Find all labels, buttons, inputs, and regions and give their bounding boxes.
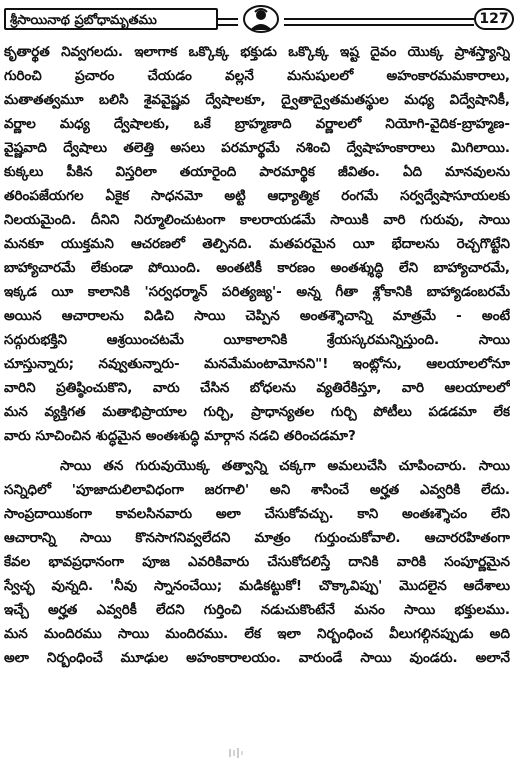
- text-line: కేవల భావప్రధానంగా పూజ ఎవరికివారు చేసుకోదలిస్తే దానికి వారికి సంపూర్ణమైన: [4, 554, 510, 570]
- paragraph-1: [4, 40, 510, 448]
- text-line: మతాతత్వమూ బలిసి శైవవైష్ణవ ద్వేషాలకూ, ద్వైతాద్వైతమతస్థుల మధ్య విద్వేషానికీ,: [4, 92, 510, 108]
- text-line: మన మందిరము సాయి మందిరము. లేక ఇలా నిర్బంధించ వీలుగల్గినప్పుడు అది: [4, 626, 510, 642]
- text-line: ఆచారాన్ని సాయి కొనసాగనివ్వలేదని మాత్రం గుర్తుంచుకోవాలి. ఆచారరహితంగా: [4, 530, 510, 546]
- text-line: వైష్ణవాది ద్వేషాలు తలెత్తి అసలు పరమార్థమే నశించి ద్వేషాహంకారాలు మిగిలాయి.: [4, 140, 510, 156]
- text-line: సద్గురుభక్తిని ఆశ్రయించటమే యీకాలానికి శ్రేయస్కరమన్నిస్తుంది. సాయి: [4, 332, 510, 348]
- page-number: 127: [474, 8, 514, 30]
- text-line: స్వేచ్ఛ వున్నది. 'నీవు స్నానంచేయి; మడికట్టుకో! చొక్కావిప్పు' మొదలైన ఆదేశాలు: [4, 578, 510, 594]
- text-line: సాంప్రదాయికంగా కావలసినవారు అలా చేసుకోవచ్చు. కాని అంతఃశ్శౌచం లేని: [4, 506, 510, 522]
- header-rule-left: [218, 18, 238, 26]
- text-line: సన్నిధిలో 'పూజాదులిలావిధంగా జరగాలి' అని శాసించే అర్హత ఎవ్వరికి లేదు.: [4, 482, 510, 498]
- text-line: వారిని ప్రతిష్ఠించుకొని, వారు చేసిన బోధలను వ్యతిరేకిస్తూ, వారి ఆలయాలలో: [4, 380, 510, 396]
- text-line: ఇక్కడ యీ కాలానికి 'సర్వధర్మాన్ పరిత్యజ్య'- అన్న గీతా శ్లోకానికి బాహ్యాడంబరమే: [4, 284, 510, 300]
- text-line: సాయి తన గురువుయొక్క తత్వాన్ని చక్కగా అమలుచేసి చూపించారు. సాయి: [60, 458, 510, 474]
- sai-baba-portrait-icon: [242, 4, 280, 34]
- text-line: వారు సూచించిన శుద్ధమైన అంతఃశుద్ధి మార్గాన నడచి తరించడమా?: [4, 428, 356, 444]
- header-rule-right: [284, 18, 474, 26]
- text-line: వర్ణాల మధ్య ద్వేషాలకు, ఒకే బ్రాహ్మణాది వర్ణాలలో నియోగి-వైదిక-బ్రాహ్మణ-: [4, 116, 510, 132]
- text-line: అయిన ఆచారాలను విడిచి సాయి చెప్పిన అంతశ్శౌచాన్ని మాత్రమే - అంటే: [4, 308, 510, 324]
- text-line: గురించి ప్రచారం చేయడం వల్లనే మనుషులలో అహంకారమమకారాలు,: [4, 68, 510, 84]
- text-line: బాహ్యాచారమే లేకుండా పోయింది. అంతటికీ కారణం అంతశ్శుద్ధి లేని బాహ్యాచారమే,: [4, 260, 510, 276]
- text-line: చూస్తున్నారు; నవ్వుతున్నారు- మనమేమంటామోనని"! ఇంట్లోను, ఆలయాలలోనూ: [4, 356, 510, 372]
- text-line: తరింపజేయగల ఏకైక సాధనమో అట్టి ఆధ్యాత్మిక రంగమే సర్వద్వేషాసూయలకు: [4, 188, 510, 204]
- scan-noise: [200, 744, 280, 756]
- text-line: ఇచ్చే అర్హత ఎవ్వరికీ లేదని గుర్తించి నడుచుకొంటేనే మనం సాయి భక్తులము.: [4, 602, 510, 618]
- text-line: మన వ్యక్తిగత మతాభిప్రాయాల గుర్చి, ప్రాధాన్యతల గుర్చి పోటీలు పడడమా లేక: [4, 404, 510, 420]
- text-line: కుక్కలు పీకిన విస్తరిలా తయారైంది పారమార్థిక జీవితం. ఏది మానవులను: [4, 164, 510, 180]
- text-line: కృతార్థత నివ్వగలదు. ఇలాగాక ఒక్కొక్క భక్తుడు ఒక్కొక్క ఇష్ట దైవం యొక్క ప్రాశస్త్యాన్ని: [4, 44, 510, 60]
- text-line: అలా నిర్బంధించే మూఢుల అహంకారాలయం. వారుండే సాయి వుండరు. అలానే: [4, 650, 510, 666]
- paragraph-2: [4, 454, 510, 670]
- text-line: నిలయమైంది. దీనిని నిర్మూలించుటంగా కాలరాయడమే సాయికి వారి గురువు, సాయి: [4, 212, 510, 228]
- page-body: [4, 40, 510, 670]
- page-header: [4, 4, 514, 34]
- running-title: శ్రీసాయినాథ ప్రబోధామృతము: [4, 8, 218, 30]
- text-line: మనకూ యుక్తమని ఆచరణలో తెల్పినది. మతపరమైన యీ భేదాలను రెచ్చగొట్టేని: [4, 236, 510, 252]
